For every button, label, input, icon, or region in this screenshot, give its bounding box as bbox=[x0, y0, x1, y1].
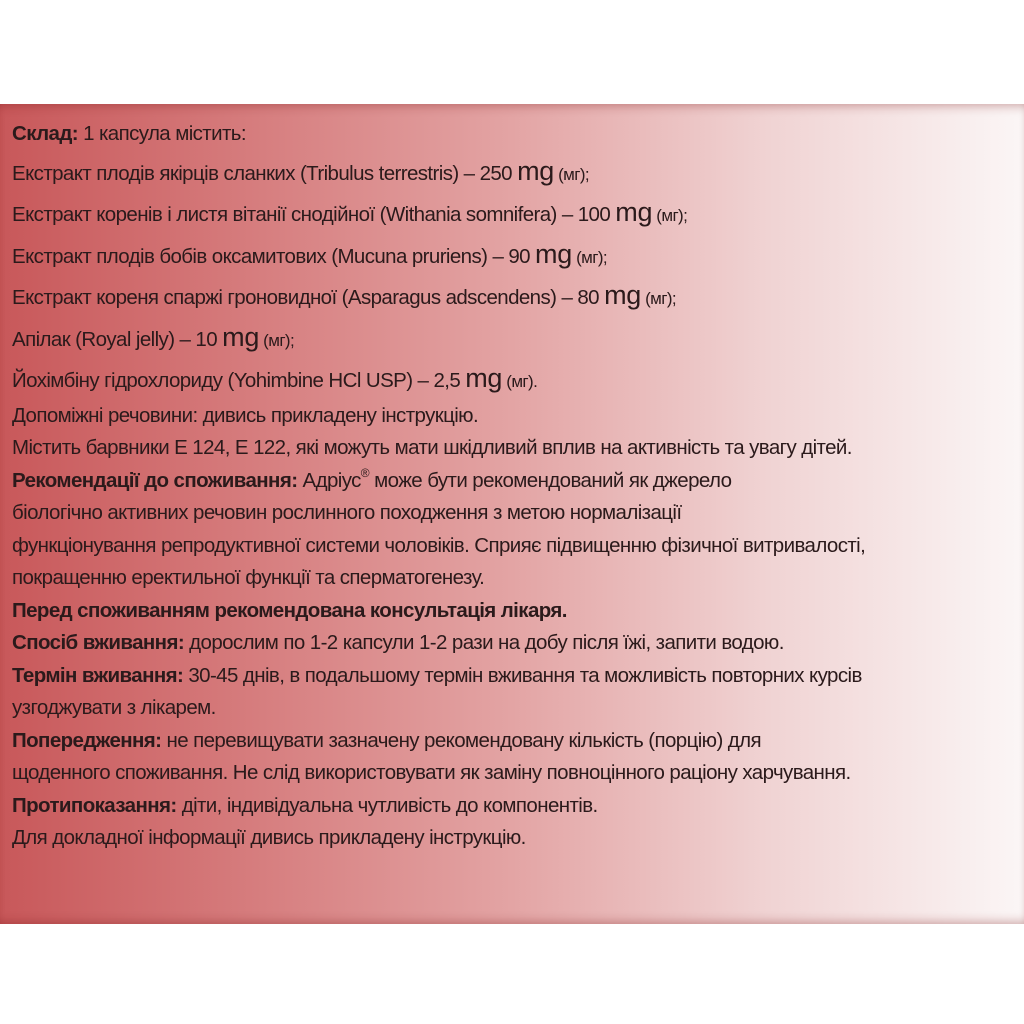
recommendations-text: може бути рекомендований як джерело bbox=[369, 468, 732, 492]
term-text: 30-45 днів, в подальшому термін вживання та можливість повторних курсів bbox=[183, 663, 862, 687]
dyes-line: Містить барвники Е 124, Е 122, які можуть мати шкідливий вплив на активність та увагу дітей. bbox=[12, 436, 852, 459]
ingredient-text: Екстракт кореня спаржі гроновидної (Asparagus adscendens) – 80 bbox=[12, 286, 605, 309]
ingredient-unit: mg bbox=[615, 197, 653, 227]
usage-line bbox=[12, 627, 1016, 660]
ingredient-unit-local: (мг); bbox=[554, 164, 590, 184]
ingredient-unit-local: (мг); bbox=[640, 289, 677, 308]
ingredient-text: Екстракт коренів і листя вітанії снодійної (Withania somnifera) – 100 bbox=[12, 203, 616, 226]
recommendations-label: Рекомендації до споживання: bbox=[12, 468, 298, 492]
composition-heading-rest: 1 капсула містить: bbox=[77, 122, 246, 145]
usage-label: Спосіб вживання: bbox=[12, 631, 185, 654]
ingredient-unit: mg bbox=[465, 363, 503, 393]
recommendations-line-2: біологічно активних речовин рослинного походження з метою нормалізації bbox=[12, 501, 682, 524]
recommendations-line bbox=[12, 465, 1016, 498]
ingredient-unit-local: (мг); bbox=[571, 247, 608, 267]
ingredient-unit: mg bbox=[604, 280, 641, 310]
ingredient-line bbox=[12, 358, 1016, 400]
ingredient-unit: mg bbox=[517, 155, 554, 186]
registered-mark: ® bbox=[360, 465, 370, 480]
consultation-notice: Перед споживанням рекомендована консультація лікаря. bbox=[12, 598, 567, 622]
warning-line-2: щоденного споживання. Не слід використовувати як заміну повноцінного раціону харчування. bbox=[12, 761, 851, 784]
ingredient-text: Екстракт плодів бобів оксамитових (Mucuna pruriens) – 90 bbox=[12, 244, 536, 268]
usage-text: дорослим по 1-2 капсули 1-2 рази на добу після їжі, запити водою. bbox=[184, 631, 784, 654]
ingredient-line bbox=[12, 234, 1016, 276]
recommendations-line-3: функціонування репродуктивної системи чоловіків. Сприяє підвищенню фізичної витривалості, bbox=[12, 533, 866, 557]
warning-text: не перевищувати зазначену рекомендовану кількість (порцію) для bbox=[161, 728, 762, 752]
contraindications-label: Протипоказання: bbox=[12, 793, 177, 817]
ingredient-unit-local: (мг). bbox=[502, 372, 538, 391]
contraindications-line bbox=[12, 790, 1016, 823]
ingredient-text: Екстракт плодів якірців сланких (Tribulus terrestris) – 250 bbox=[12, 161, 518, 185]
details-line: Для докладної інформації дивись прикладену інструкцію. bbox=[12, 826, 526, 849]
ingredient-line bbox=[12, 317, 1016, 359]
term-line bbox=[12, 660, 1016, 693]
term-line-2: узгоджувати з лікарем. bbox=[12, 696, 216, 719]
ingredient-text: Йохімбіну гідрохлориду (Yohimbine HCl USP) – 2,5 bbox=[12, 369, 466, 392]
composition-heading: Склад: bbox=[12, 122, 78, 145]
brand-name: Адріус bbox=[297, 468, 361, 492]
ingredient-line bbox=[12, 151, 1016, 193]
ingredient-unit-local: (мг); bbox=[259, 330, 295, 350]
term-label: Термін вживання: bbox=[12, 663, 184, 687]
recommendations-line-4: покращенню еректильної функції та сперматогенезу. bbox=[12, 566, 485, 589]
warning-label: Попередження: bbox=[12, 728, 162, 752]
ingredient-unit: mg bbox=[222, 321, 260, 352]
excipients-line: Допоміжні речовини: дивись прикладену інструкцію. bbox=[12, 403, 479, 427]
label-text bbox=[12, 118, 1016, 855]
warning-line bbox=[12, 725, 1016, 758]
ingredient-unit-local: (мг); bbox=[652, 206, 688, 225]
composition-heading-line bbox=[12, 118, 1016, 151]
ingredient-unit: mg bbox=[535, 238, 572, 269]
ingredient-line bbox=[12, 192, 1016, 234]
ingredient-line bbox=[12, 275, 1016, 317]
ingredient-text: Апілак (Royal jelly) – 10 bbox=[12, 327, 223, 351]
contraindications-text: діти, індивідуальна чутливість до компонентів. bbox=[176, 793, 598, 817]
